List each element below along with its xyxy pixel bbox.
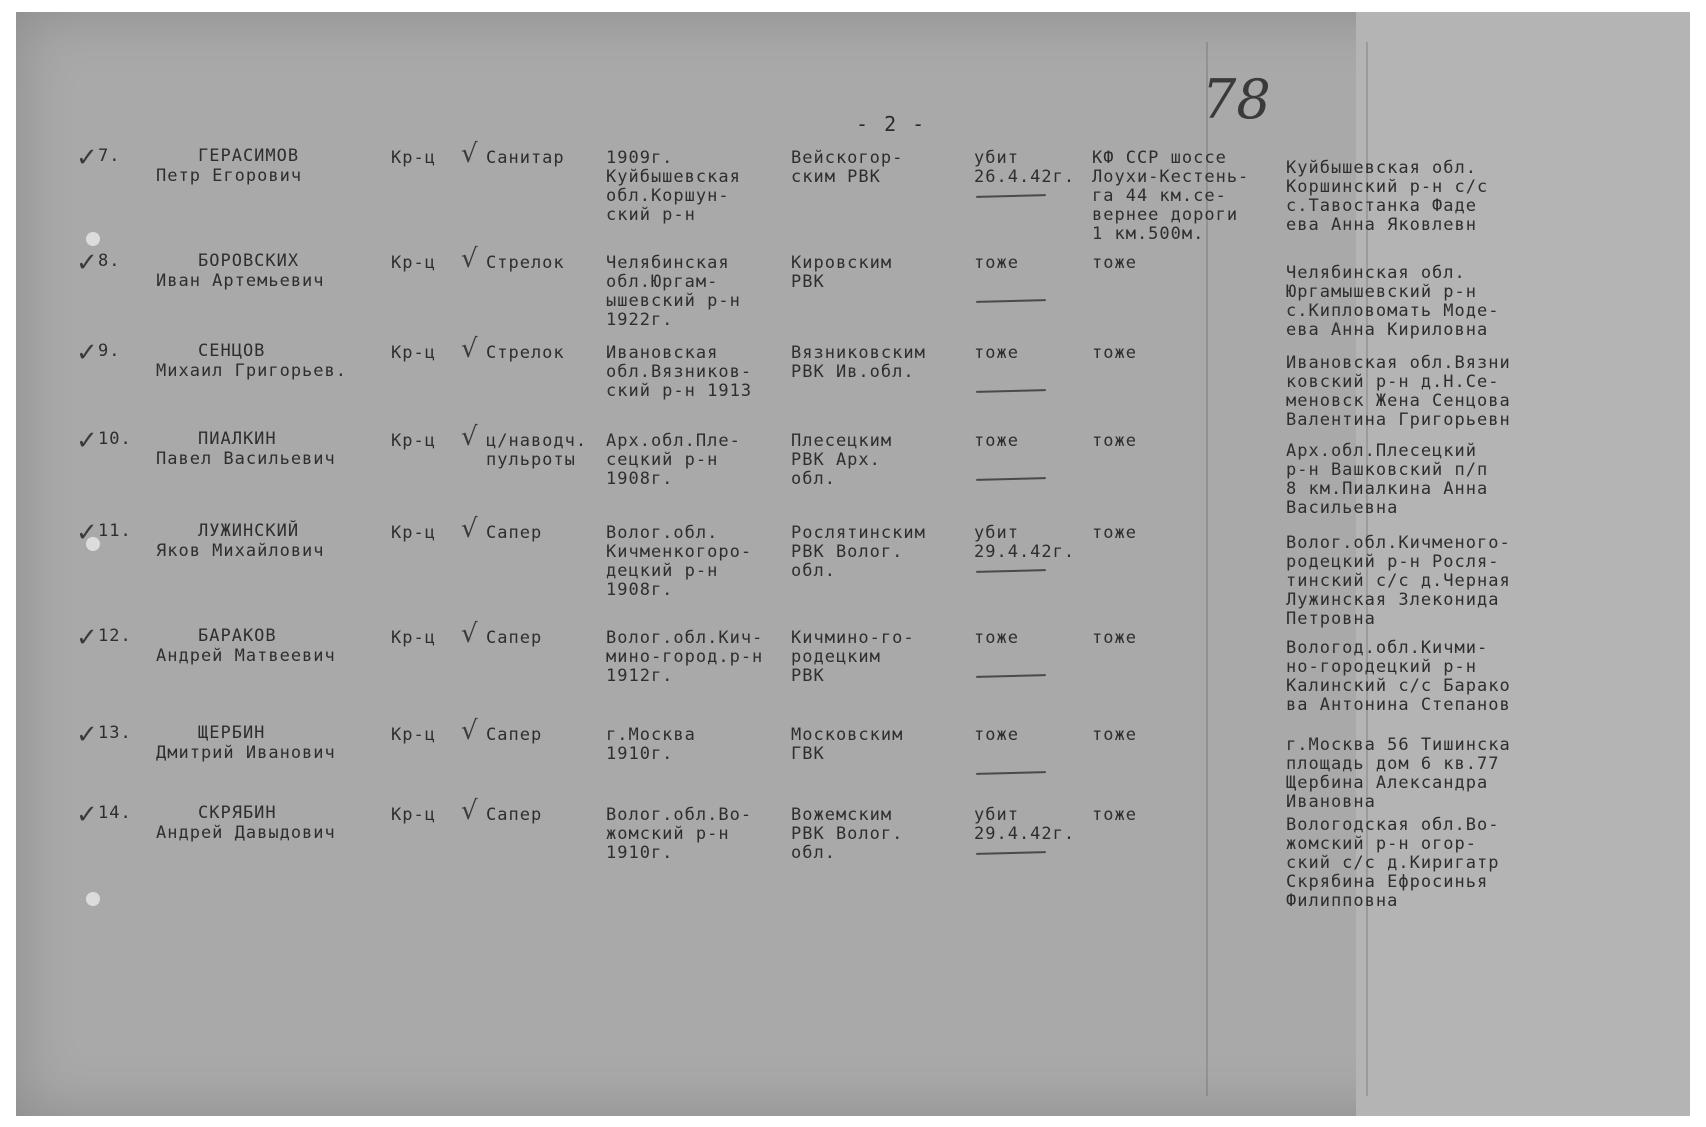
soldier-given-name: Дмитрий Иванович <box>156 743 336 763</box>
birth-place-year: г.Москва 1910г. <box>606 725 696 764</box>
row-number: 9. <box>98 341 121 361</box>
position: ц/наводч. пульроты <box>486 431 588 470</box>
soldier-surname: БАРАКОВ <box>198 626 277 646</box>
soldier-given-name: Михаил Григорьев. <box>156 361 347 381</box>
conscription-office: Рослятинским РВК Волог. обл. <box>791 523 926 581</box>
burial-place: тоже <box>1092 431 1137 451</box>
pencil-underline <box>976 194 1046 198</box>
birth-place-year: 1909г. Куйбышевская обл.Коршун- ский р-н <box>606 148 741 225</box>
pencil-underline <box>976 771 1046 775</box>
soldier-surname: ГЕРАСИМОВ <box>198 146 300 166</box>
position: Сапер <box>486 725 543 745</box>
position: Санитар <box>486 148 565 168</box>
row-number: 10. <box>98 429 132 449</box>
burial-place: КФ ССР шоссе Лоухи-Кестень- га 44 км.се- вернее дороги 1 км.500м. <box>1092 148 1250 244</box>
casualty-status: тоже <box>974 253 1019 273</box>
burial-place: тоже <box>1092 725 1137 745</box>
burial-place: тоже <box>1092 253 1137 273</box>
casualty-status: тоже <box>974 431 1019 451</box>
check-mark-icon: √ <box>461 334 478 364</box>
pencil-underline <box>976 477 1046 481</box>
check-mark-icon: √ <box>461 139 478 169</box>
check-mark-icon: √ <box>461 514 478 544</box>
conscription-office: Кичмино-го- родецким РВК <box>791 628 915 686</box>
casualty-status: тоже <box>974 725 1019 745</box>
margin-check-icon: ✓ <box>76 426 98 456</box>
birth-place-year: Ивановская обл.Вязников- ский р-н 1913 <box>606 343 753 401</box>
margin-check-icon: ✓ <box>76 623 98 653</box>
soldier-given-name: Петр Егорович <box>156 166 303 186</box>
margin-check-icon: ✓ <box>76 720 98 750</box>
rank: Кр-ц <box>391 431 436 451</box>
birth-place-year: Волог.обл.Во- жомский р-н 1910г. <box>606 805 753 863</box>
position: Стрелок <box>486 253 565 273</box>
burial-place: тоже <box>1092 805 1137 825</box>
soldier-surname: ЩЕРБИН <box>198 723 266 743</box>
soldier-surname: ПИАЛКИН <box>198 429 277 449</box>
casualty-status: убит 29.4.42г. <box>974 805 1076 844</box>
conscription-office: Московским ГВК <box>791 725 904 764</box>
casualty-status: тоже <box>974 628 1019 648</box>
margin-check-icon: ✓ <box>76 143 98 173</box>
document-sheet <box>16 12 1690 1116</box>
conscription-office: Плесецким РВК Арх. обл. <box>791 431 893 489</box>
next-of-kin: Волог.обл.Кичменого- родецкий р-н Росля- тинский с/с д.Черная Лужинская Злеконида Петровна <box>1286 533 1511 629</box>
pencil-underline <box>976 299 1046 303</box>
check-mark-icon: √ <box>461 796 478 826</box>
position: Сапер <box>486 805 543 825</box>
punch-hole <box>86 892 100 906</box>
soldier-given-name: Андрей Давыдович <box>156 823 336 843</box>
birth-place-year: Волог.обл. Кичменкогоро- децкий р-н 1908г. <box>606 523 753 600</box>
row-number: 8. <box>98 251 121 271</box>
burial-place: тоже <box>1092 628 1137 648</box>
row-number: 7. <box>98 146 121 166</box>
soldier-surname: ЛУЖИНСКИЙ <box>198 521 300 541</box>
row-number: 11. <box>98 521 132 541</box>
conscription-office: Вейскогор- ским РВК <box>791 148 904 187</box>
birth-place-year: Волог.обл.Кич- мино-город.р-н 1912г. <box>606 628 764 686</box>
soldier-given-name: Павел Васильевич <box>156 449 336 469</box>
next-of-kin: Вологод.обл.Кичми- но-городецкий р-н Калинский с/с Барако ва Антонина Степанов <box>1286 638 1511 715</box>
position: Сапер <box>486 628 543 648</box>
row-number: 14. <box>98 803 132 823</box>
page-number: - 2 - <box>856 112 927 136</box>
soldier-surname: СЕНЦОВ <box>198 341 266 361</box>
rank: Кр-ц <box>391 343 436 363</box>
archive-number-handwritten: 78 <box>1202 68 1271 131</box>
next-of-kin: Куйбышевская обл. Коршинский р-н с/с с.Тавостанка Фаде ева Анна Яковлевн <box>1286 158 1489 235</box>
pencil-underline <box>976 851 1046 855</box>
pencil-underline <box>976 674 1046 678</box>
next-of-kin: Челябинская обл. Юргамышевский р-н с.Кипловомать Моде- ева Анна Кириловна <box>1286 263 1500 340</box>
position: Стрелок <box>486 343 565 363</box>
check-mark-icon: √ <box>461 716 478 746</box>
burial-place: тоже <box>1092 343 1137 363</box>
soldier-given-name: Иван Артемьевич <box>156 271 325 291</box>
next-of-kin: Вологодская обл.Во- жомский р-н огор- ский с/с д.Киригатр Скрябина Ефросинья Филипповна <box>1286 815 1500 911</box>
birth-place-year: Челябинская обл.Юргам- ышевский р-н 1922г. <box>606 253 741 330</box>
rank: Кр-ц <box>391 148 436 168</box>
next-of-kin: Арх.обл.Плесецкий р-н Вашковский п/п 8 км.Пиалкина Анна Васильевна <box>1286 441 1489 518</box>
conscription-office: Кировским РВК <box>791 253 893 292</box>
row-number: 12. <box>98 626 132 646</box>
burial-place: тоже <box>1092 523 1137 543</box>
position: Сапер <box>486 523 543 543</box>
check-mark-icon: √ <box>461 422 478 452</box>
conscription-office: Вожемским РВК Волог. обл. <box>791 805 904 863</box>
margin-check-icon: ✓ <box>76 248 98 278</box>
casualty-status: убит 29.4.42г. <box>974 523 1076 562</box>
margin-check-icon: ✓ <box>76 800 98 830</box>
soldier-surname: СКРЯБИН <box>198 803 277 823</box>
check-mark-icon: √ <box>461 619 478 649</box>
rank: Кр-ц <box>391 628 436 648</box>
margin-check-icon: ✓ <box>76 518 98 548</box>
casualty-status: тоже <box>974 343 1019 363</box>
punch-hole <box>86 232 100 246</box>
next-of-kin: Ивановская обл.Вязни ковский р-н д.Н.Се- меновск Жена Сенцова Валентина Григорьевн <box>1286 353 1511 430</box>
next-of-kin: г.Москва 56 Тишинска площадь дом 6 кв.77 Щербина Александра Ивановна <box>1286 735 1511 812</box>
row-number: 13. <box>98 723 132 743</box>
casualty-status: убит 26.4.42г. <box>974 148 1076 187</box>
rank: Кр-ц <box>391 725 436 745</box>
soldier-given-name: Яков Михайлович <box>156 541 325 561</box>
soldier-surname: БОРОВСКИХ <box>198 251 300 271</box>
rank: Кр-ц <box>391 253 436 273</box>
rank: Кр-ц <box>391 805 436 825</box>
check-mark-icon: √ <box>461 244 478 274</box>
rank: Кр-ц <box>391 523 436 543</box>
soldier-given-name: Андрей Матвеевич <box>156 646 336 666</box>
pencil-underline <box>976 569 1046 573</box>
birth-place-year: Арх.обл.Пле- сецкий р-н 1908г. <box>606 431 741 489</box>
pencil-underline <box>976 389 1046 393</box>
margin-check-icon: ✓ <box>76 338 98 368</box>
conscription-office: Вязниковским РВК Ив.обл. <box>791 343 926 382</box>
